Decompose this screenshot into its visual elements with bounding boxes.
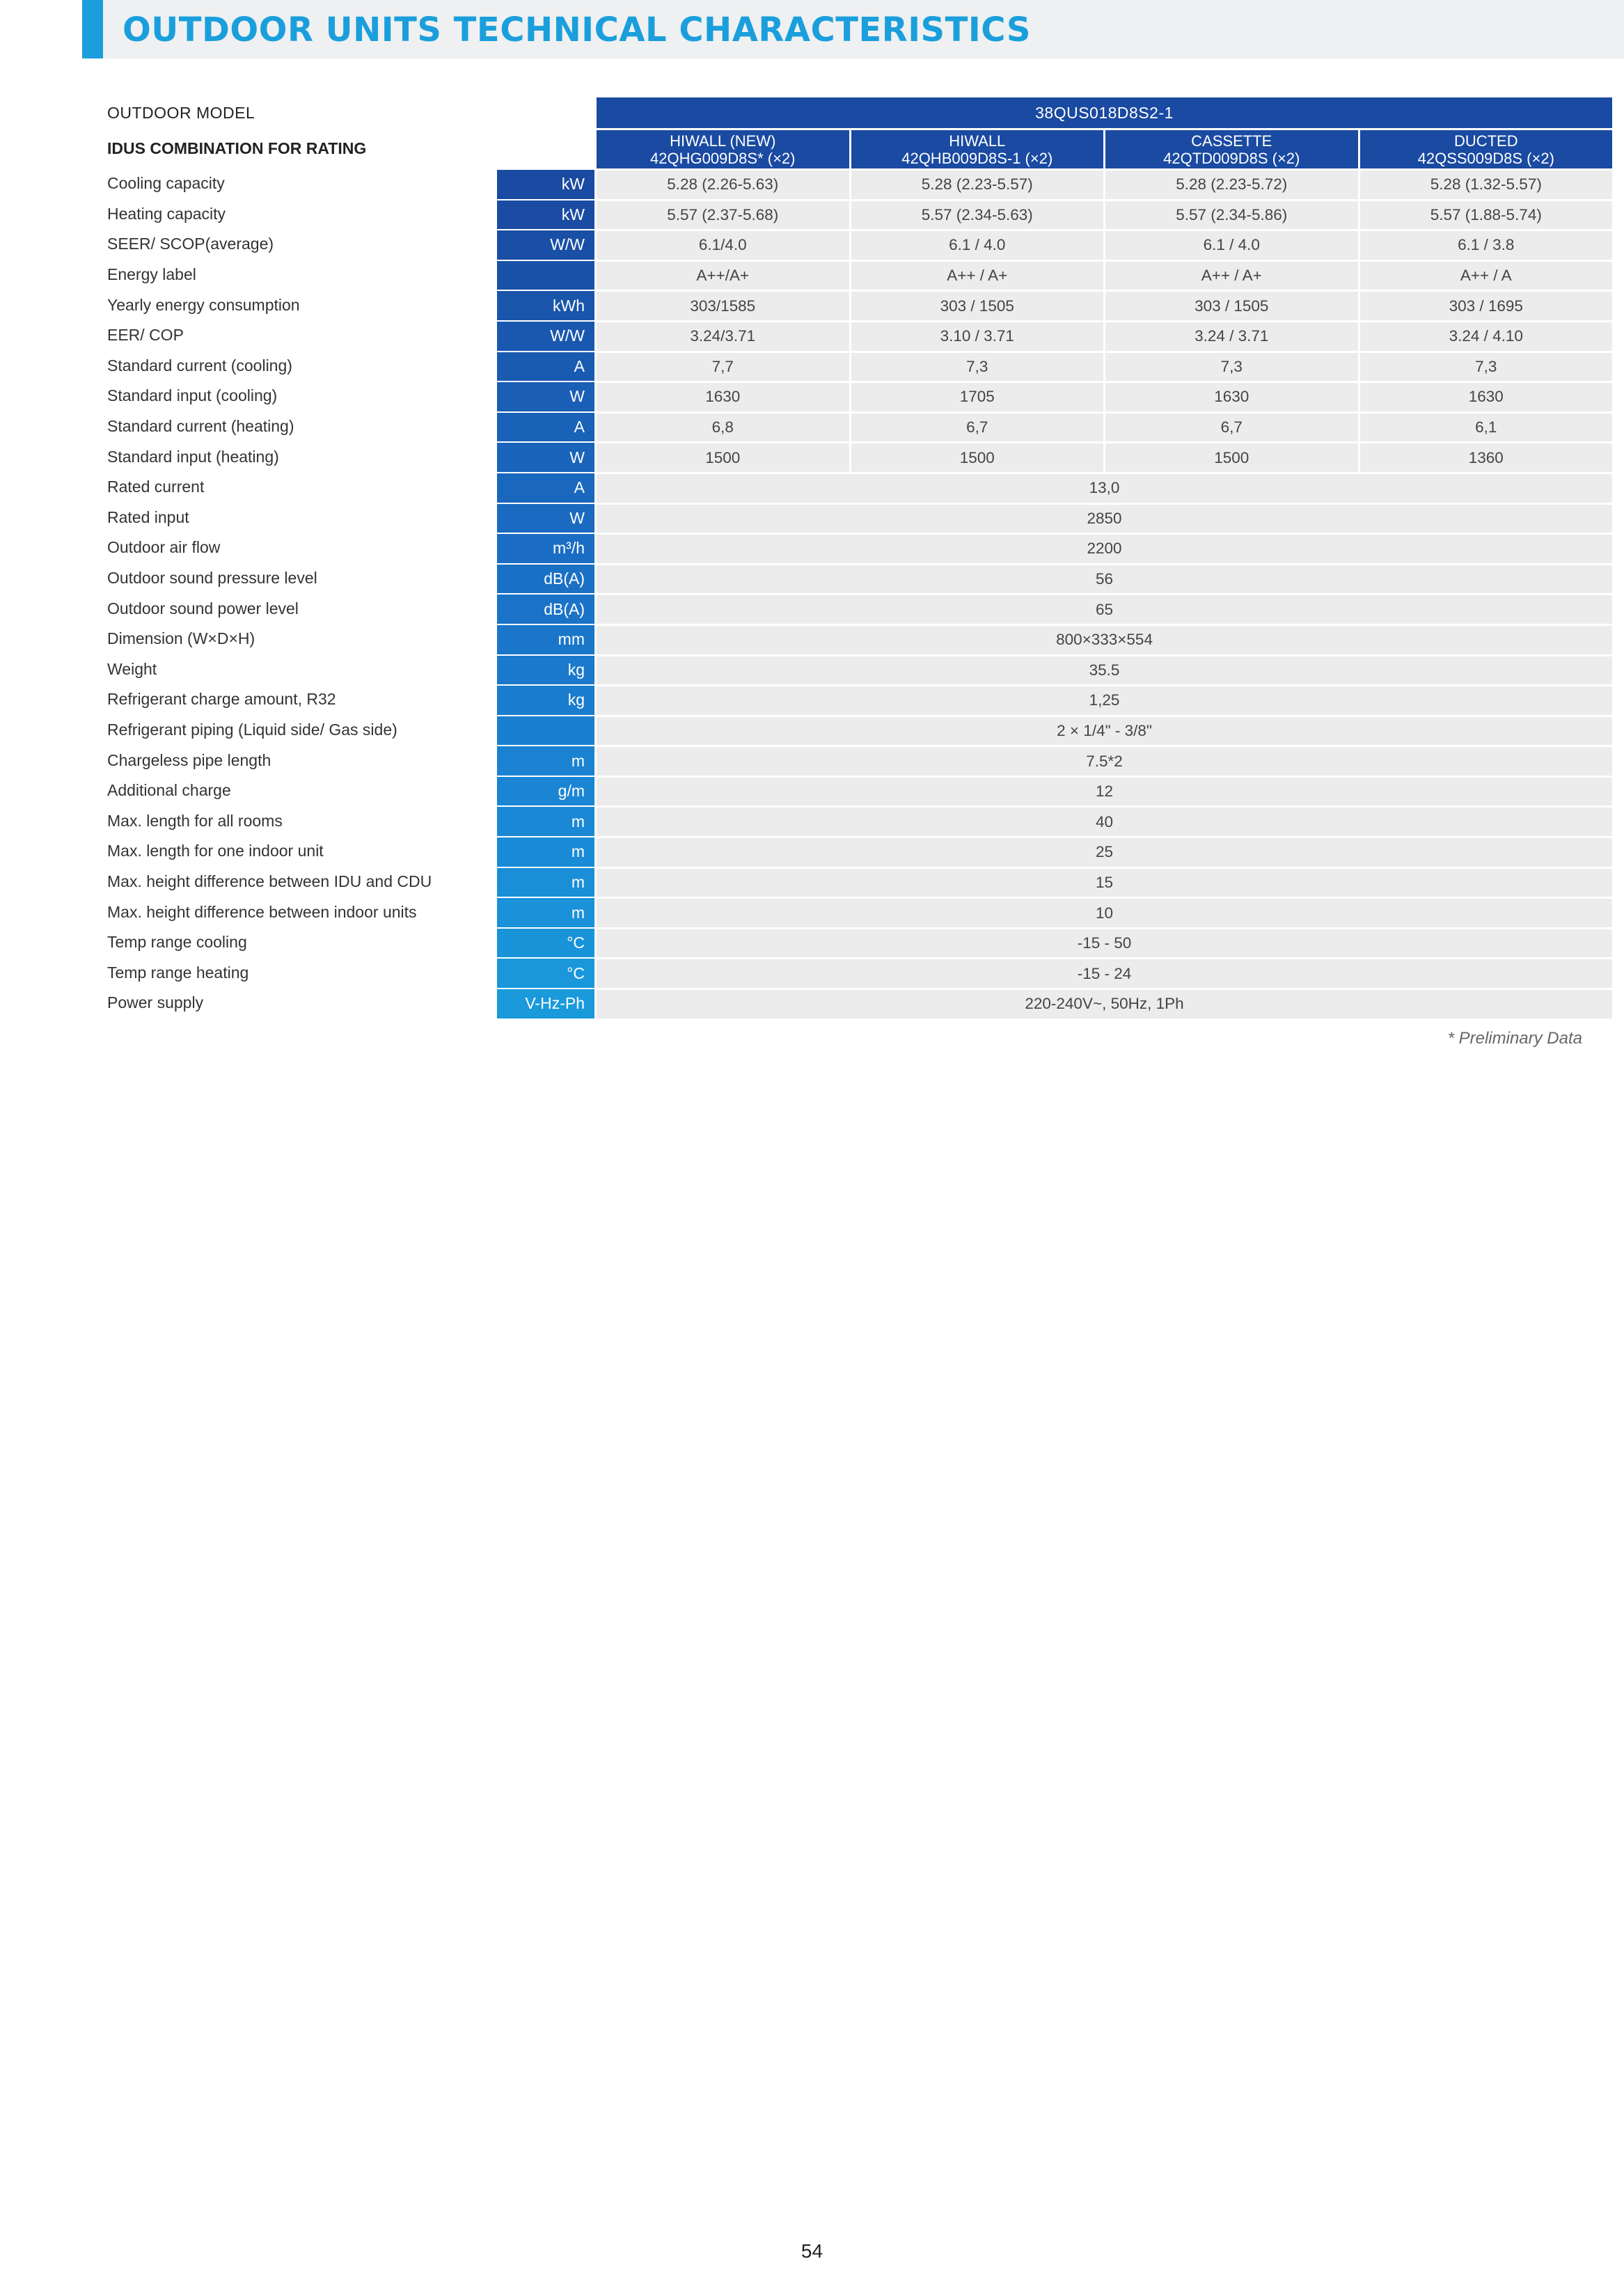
idu-header: [849, 128, 1104, 168]
spec-label: Max. length for all rooms: [107, 811, 283, 830]
idus-row: [103, 128, 1612, 168]
spec-unit: °C: [497, 957, 594, 988]
spec-unit: [497, 715, 594, 746]
spec-row: [103, 320, 1612, 351]
spec-value: 7,3: [1358, 351, 1613, 381]
spec-label: Dimension (W×D×H): [107, 629, 255, 648]
spec-unit: °C: [497, 927, 594, 958]
spec-label: Outdoor sound pressure level: [107, 569, 317, 588]
spec-row: [103, 715, 1612, 746]
spec-unit: m: [497, 836, 594, 867]
idus-label: IDUS COMBINATION FOR RATING: [107, 139, 367, 157]
spec-unit: A: [497, 411, 594, 442]
spec-label: Weight: [107, 659, 157, 678]
spec-label: Refrigerant charge amount, R32: [107, 690, 336, 709]
spec-value: 303 / 1695: [1358, 290, 1613, 320]
outdoor-model-row: [103, 97, 1612, 128]
spec-value: 7,3: [1103, 351, 1358, 381]
spec-value: 5.57 (1.88-5.74): [1358, 199, 1613, 230]
spec-row: [103, 472, 1612, 503]
page-title: OUTDOOR UNITS TECHNICAL CHARACTERISTICS: [123, 10, 1031, 49]
spec-value: 6.1/4.0: [594, 229, 849, 260]
spec-label: Max. height difference between indoor units: [107, 902, 417, 921]
spec-value-merged: 2 × 1/4" - 3/8": [594, 715, 1612, 746]
spec-value: 7,3: [849, 351, 1104, 381]
spec-label: Rated current: [107, 478, 205, 496]
spec-value: 6.1 / 4.0: [849, 229, 1104, 260]
spec-row: [103, 805, 1612, 836]
spec-value-merged: 65: [594, 593, 1612, 624]
idu-model: 42QHB009D8S-1 (×2): [901, 149, 1053, 167]
spec-value: 1500: [849, 441, 1104, 472]
spec-value-merged: 220-240V~, 50Hz, 1Ph: [594, 988, 1612, 1018]
spec-row: [103, 290, 1612, 320]
spec-value-merged: -15 - 50: [594, 927, 1612, 958]
spec-value: 7,7: [594, 351, 849, 381]
spec-label: Chargeless pipe length: [107, 750, 271, 769]
spec-value-merged: 56: [594, 563, 1612, 594]
spec-value: 3.24/3.71: [594, 320, 849, 351]
spec-unit: W/W: [497, 320, 594, 351]
spec-value: 5.57 (2.34-5.63): [849, 199, 1104, 230]
spec-unit: m: [497, 897, 594, 927]
spec-label: SEER/ SCOP(average): [107, 235, 274, 253]
spec-value: A++ / A+: [1103, 260, 1358, 290]
spec-value: 5.28 (1.32-5.57): [1358, 168, 1613, 199]
spec-value: 5.28 (2.23-5.72): [1103, 168, 1358, 199]
spec-value-merged: 1,25: [594, 684, 1612, 715]
spec-label: Energy label: [107, 265, 196, 284]
spec-row: [103, 351, 1612, 381]
spec-row: [103, 927, 1612, 958]
spec-value: 3.24 / 3.71: [1103, 320, 1358, 351]
idu-header: [1358, 128, 1613, 168]
spec-table: [103, 97, 1612, 1018]
spec-label: Standard input (cooling): [107, 386, 278, 405]
spec-unit: V-Hz-Ph: [497, 988, 594, 1018]
spec-label: Outdoor air flow: [107, 538, 221, 557]
idu-header: [594, 128, 849, 168]
title-accent: [82, 0, 103, 58]
spec-label: Additional charge: [107, 781, 231, 800]
spec-unit: m³/h: [497, 533, 594, 563]
spec-row: [103, 441, 1612, 472]
outdoor-model-label: OUTDOOR MODEL: [107, 103, 255, 122]
spec-unit: A: [497, 472, 594, 503]
spec-value: 5.57 (2.37-5.68): [594, 199, 849, 230]
spec-value-merged: 2850: [594, 503, 1612, 533]
spec-value: 6,7: [849, 411, 1104, 442]
spec-value: 1630: [1103, 381, 1358, 411]
spec-value-merged: 13,0: [594, 472, 1612, 503]
outdoor-model-value: 38QUS018D8S2-1: [594, 97, 1612, 128]
idu-type: CASSETTE: [1191, 132, 1272, 150]
spec-label: Max. length for one indoor unit: [107, 842, 324, 860]
spec-unit: W: [497, 441, 594, 472]
spec-value: 1630: [1358, 381, 1613, 411]
spec-value: 6,8: [594, 411, 849, 442]
idu-header: [1103, 128, 1358, 168]
spec-value-merged: 25: [594, 836, 1612, 867]
spec-value: 1500: [594, 441, 849, 472]
spec-value: 1500: [1103, 441, 1358, 472]
spec-label: Standard current (heating): [107, 417, 294, 436]
spec-value: 5.28 (2.23-5.57): [849, 168, 1104, 199]
spec-row: [103, 260, 1612, 290]
spec-row: [103, 199, 1612, 230]
spec-unit: mm: [497, 624, 594, 654]
spec-value: 5.57 (2.34-5.86): [1103, 199, 1358, 230]
spec-label: Max. height difference between IDU and CDU: [107, 872, 432, 890]
spec-value: 6.1 / 4.0: [1103, 229, 1358, 260]
spec-value-merged: 35.5: [594, 654, 1612, 685]
spec-value: 5.28 (2.26-5.63): [594, 168, 849, 199]
spec-value: A++ / A: [1358, 260, 1613, 290]
spec-label: Temp range cooling: [107, 933, 247, 952]
spec-row: [103, 411, 1612, 442]
spec-value-merged: 800×333×554: [594, 624, 1612, 654]
spec-label: EER/ COP: [107, 326, 184, 345]
spec-label: Heating capacity: [107, 204, 226, 223]
page-number: 54: [801, 2240, 823, 2262]
spec-unit: W/W: [497, 229, 594, 260]
spec-unit: kg: [497, 654, 594, 685]
spec-row: [103, 988, 1612, 1018]
spec-value: A++ / A+: [849, 260, 1104, 290]
spec-unit: m: [497, 805, 594, 836]
spec-value: A++/A+: [594, 260, 849, 290]
spec-value-merged: -15 - 24: [594, 957, 1612, 988]
spec-row: [103, 593, 1612, 624]
preliminary-note: * Preliminary Data: [1447, 1029, 1582, 1048]
spec-row: [103, 381, 1612, 411]
spec-value-merged: 7.5*2: [594, 745, 1612, 776]
idu-model: 42QTD009D8S (×2): [1163, 149, 1300, 167]
spec-label: Standard current (cooling): [107, 356, 292, 375]
spec-unit: dB(A): [497, 593, 594, 624]
spec-row: [103, 867, 1612, 897]
blank-cell: [497, 128, 594, 168]
spec-value: 303/1585: [594, 290, 849, 320]
idu-type: HIWALL: [949, 132, 1006, 150]
spec-label: Temp range heating: [107, 963, 249, 982]
spec-unit: m: [497, 745, 594, 776]
idu-model: 42QSS009D8S (×2): [1417, 149, 1554, 167]
spec-value-merged: 12: [594, 776, 1612, 806]
spec-unit: kW: [497, 199, 594, 230]
spec-unit: W: [497, 503, 594, 533]
spec-value-merged: 10: [594, 897, 1612, 927]
spec-unit: g/m: [497, 776, 594, 806]
spec-unit: kg: [497, 684, 594, 715]
spec-label: Refrigerant piping (Liquid side/ Gas side): [107, 720, 397, 739]
blank-cell: [497, 97, 594, 128]
spec-row: [103, 533, 1612, 563]
spec-value: 3.10 / 3.71: [849, 320, 1104, 351]
spec-value: 3.24 / 4.10: [1358, 320, 1613, 351]
spec-label: Yearly energy consumption: [107, 295, 300, 314]
spec-row: [103, 957, 1612, 988]
spec-unit: m: [497, 867, 594, 897]
spec-value: 6,7: [1103, 411, 1358, 442]
spec-row: [103, 684, 1612, 715]
spec-row: [103, 168, 1612, 199]
spec-unit: kW: [497, 168, 594, 199]
spec-row: [103, 654, 1612, 685]
spec-value: 1705: [849, 381, 1104, 411]
spec-value: 6,1: [1358, 411, 1613, 442]
spec-value-merged: 2200: [594, 533, 1612, 563]
spec-value: 6.1 / 3.8: [1358, 229, 1613, 260]
spec-value: 1630: [594, 381, 849, 411]
spec-row: [103, 229, 1612, 260]
spec-value-merged: 15: [594, 867, 1612, 897]
spec-unit: kWh: [497, 290, 594, 320]
spec-value: 303 / 1505: [1103, 290, 1358, 320]
spec-label: Outdoor sound power level: [107, 599, 299, 617]
spec-row: [103, 836, 1612, 867]
spec-row: [103, 503, 1612, 533]
spec-value-merged: 40: [594, 805, 1612, 836]
spec-unit: W: [497, 381, 594, 411]
idu-type: DUCTED: [1453, 132, 1518, 150]
spec-row: [103, 563, 1612, 594]
spec-unit: A: [497, 351, 594, 381]
spec-label: Standard input (heating): [107, 447, 279, 466]
spec-row: [103, 624, 1612, 654]
idu-type: HIWALL (NEW): [670, 132, 776, 150]
spec-row: [103, 897, 1612, 927]
spec-label: Cooling capacity: [107, 174, 225, 193]
idu-model: 42QHG009D8S* (×2): [650, 149, 796, 167]
spec-row: [103, 776, 1612, 806]
spec-row: [103, 745, 1612, 776]
spec-unit: [497, 260, 594, 290]
spec-value: 303 / 1505: [849, 290, 1104, 320]
spec-label: Power supply: [107, 993, 204, 1012]
spec-value: 1360: [1358, 441, 1613, 472]
spec-label: Rated input: [107, 507, 189, 526]
spec-unit: dB(A): [497, 563, 594, 594]
